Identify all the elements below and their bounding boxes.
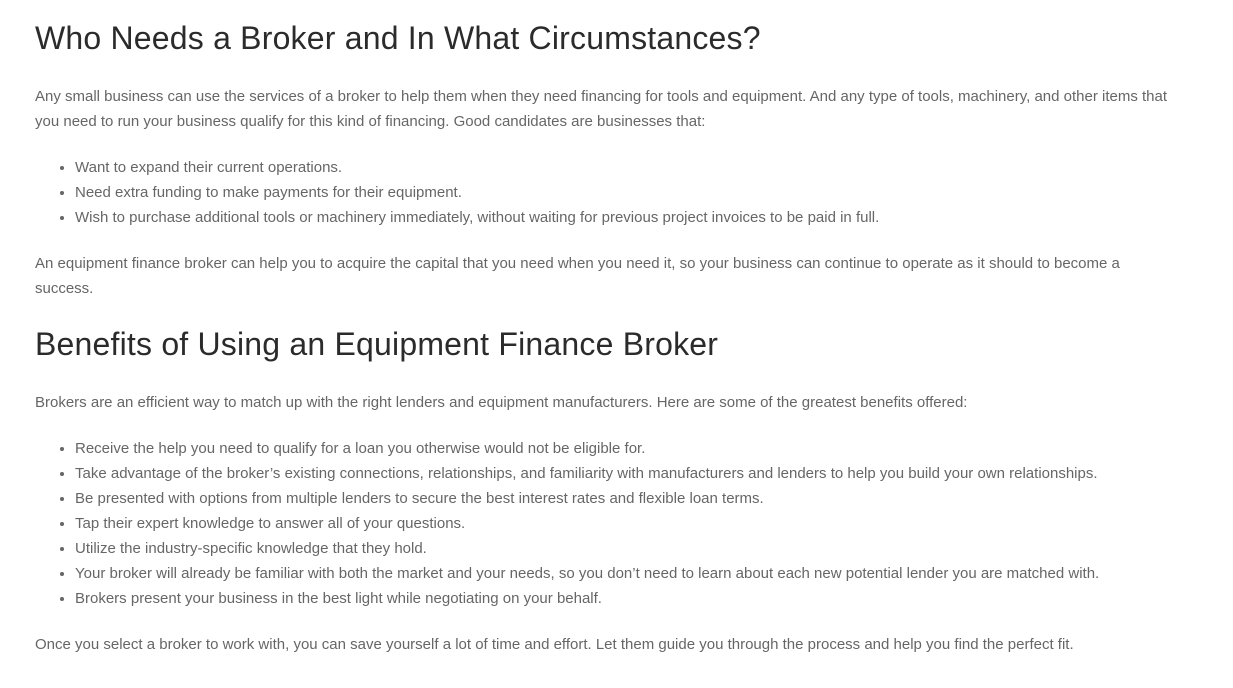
outro-paragraph: Once you select a broker to work with, you can save yourself a lot of time and effort. Let them guide you through the process and help you find the perfect fit.	[35, 636, 1074, 653]
list-item: • Be presented with options from multiple lenders to secure the best interest rates and flexible loan terms.	[75, 486, 1178, 511]
intro-paragraph: Brokers are an efficient way to match up with the right lenders and equipment manufacturers. Here are some of the greatest benefits offered:	[35, 394, 968, 411]
list-item: • Wish to purchase additional tools or machinery immediately, without waiting for previous project invoices to be paid in full.	[75, 205, 1178, 230]
outro-paragraph: An equipment finance broker can help you to acquire the capital that you need when you need it, so your business can continue to operate as it should to become a success.	[35, 255, 1120, 297]
list-item: • Want to expand their current operations.	[75, 155, 1178, 180]
list-item: • Your broker will already be familiar with both the market and your needs, so you don’t need to learn about each new potential lender you are matched with.	[75, 561, 1178, 586]
list-item: • Utilize the industry-specific knowledge that they hold.	[75, 536, 1178, 561]
section-heading: Benefits of Using an Equipment Finance Broker	[35, 326, 719, 362]
list-item: • Brokers present your business in the best light while negotiating on your behalf.	[75, 586, 1178, 611]
list-item: • Tap their expert knowledge to answer all of your questions.	[75, 511, 1178, 536]
section-heading: Who Needs a Broker and In What Circumstances?	[35, 20, 761, 56]
list-item: • Take advantage of the broker’s existing connections, relationships, and familiarity with manufacturers and lenders to help you build your own relationships.	[75, 461, 1178, 486]
section-who-needs-a-broker	[35, 19, 1178, 301]
section-benefits	[35, 325, 1178, 657]
bullet-list	[35, 436, 1178, 611]
intro-paragraph: Any small business can use the services of a broker to help them when they need financing for tools and equipment. And any type of tools, machinery, and other items that you need to run your business qualify for this kind of financing. Good candidates are businesses that:	[35, 88, 1168, 130]
list-item: • Need extra funding to make payments for their equipment.	[75, 180, 1178, 205]
bullet-list	[35, 155, 1178, 230]
list-item: • Receive the help you need to qualify for a loan you otherwise would not be eligible for.	[75, 436, 1178, 461]
